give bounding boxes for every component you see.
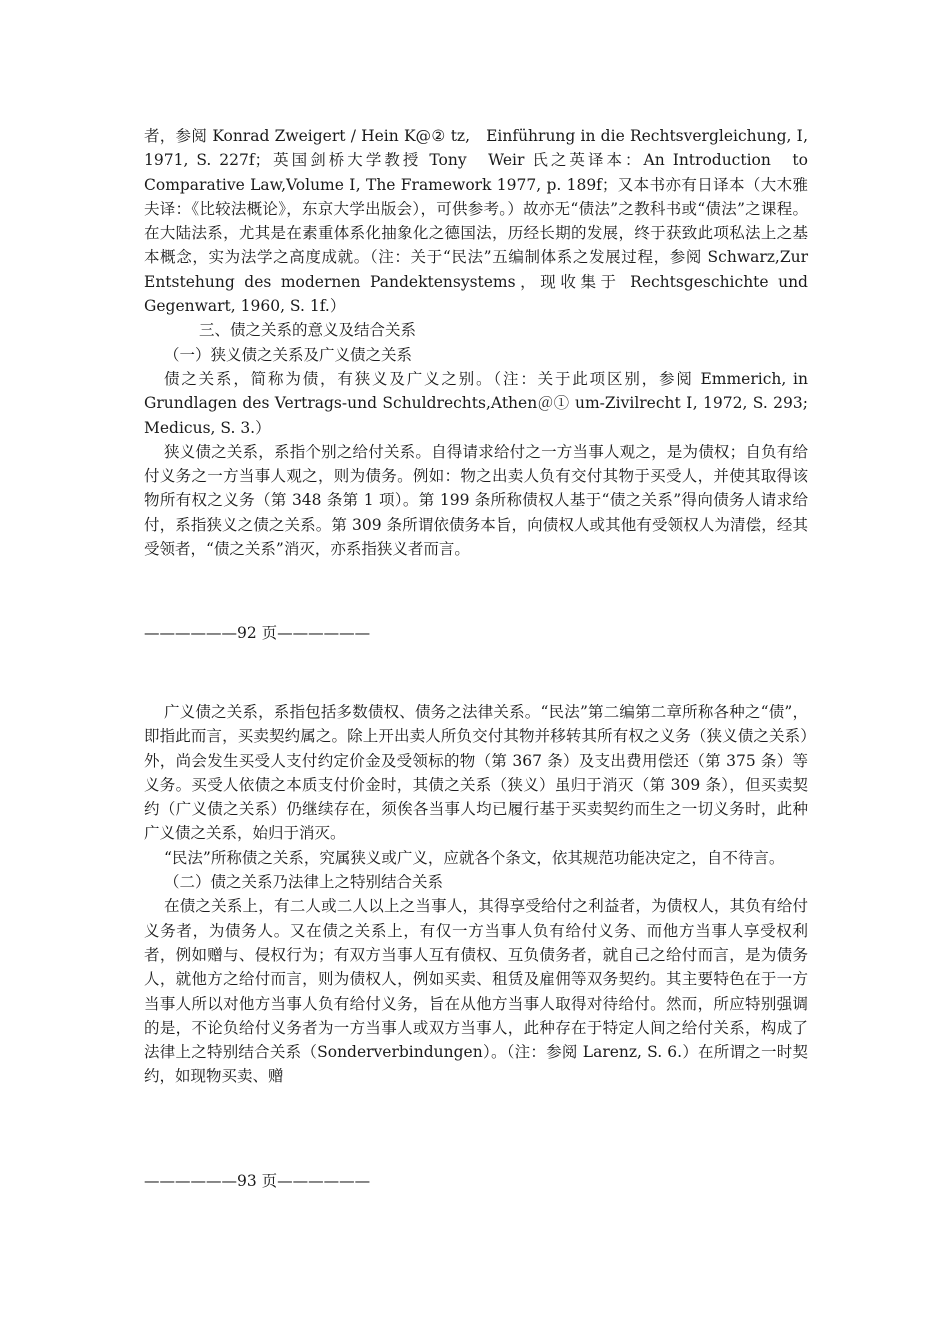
page-number-marker: ——————92 页—————— bbox=[144, 624, 371, 642]
page-92-body bbox=[144, 124, 824, 561]
page-93-body bbox=[144, 700, 808, 1089]
body-paragraph: 广义债之关系，系指包括多数债权、债务之法律关系。“民法”第二编第二章所称各种之“债”，即指此而言，买卖契约属之。除上开出卖人所负交付其物并移转其所有权之义务（狭义债之关系）外，尚会发生买受人支付约定价金及受领标的物（第 367 条）及支出费用偿还（第 375 条）等义务。买受人依债之本质支付价金时，其债之关系（狭义）虽归于消灭（第 309 条），但买卖契约（广义债之关系）仍继续存在，须俟各当事人均已履行基于买卖契约而生之一切义务时，此种广义债之关系，始归于消灭。 bbox=[144, 703, 808, 843]
continuation-paragraph: 者，参阅 Konrad Zweigert / Hein K@② tz, Einführung in die Rechtsvergleichung, Ⅰ, 1971, S. 227f；英国剑桥大学教授 Tony Weir 氏之英译本：An Introduction to Comparative Law,Volume Ⅰ, The Framework 1977, p. 189f；又本书亦有日译本（大木雅夫译：《比较法概论》，东京大学出版会），可供参考。）故亦无“债法”之教科书或“债法”之课程。在大陆法系，尤其是在素重体系化抽象化之德国法，历经长期的发展，终于获致此项私法上之基本概念，实为法学之高度成就。（注：关于“民法”五编制体系之发展过程，参阅 Schwarz,Zur Entstehung des modernen Pandektensystems，现收集于 Rechtsgeschichte und Gegenwart, 1960, S. 1f.） bbox=[144, 127, 824, 316]
subsection-heading: （一）狭义债之关系及广义债之关系 bbox=[164, 345, 413, 364]
subsection-heading: （二）债之关系乃法律上之特别结合关系 bbox=[164, 873, 444, 892]
body-paragraph: 在债之关系上，有二人或二人以上之当事人，其得享受给付之利益者，为债权人，其负有给付义务者，为债务人。又在债之关系上，有仅一方当事人负有给付义务、而他方当事人享受权利者，例如赠与、侵权行为；有双方当事人互有债权、互负债务者，就自己之给付而言，是为债务人，就他方之给付而言，则为债权人，例如买卖、租赁及雇佣等双务契约。其主要特色在于一方当事人所以对他方当事人负有给付义务，旨在从他方当事人取得对待给付。然而，所应特别强调的是，不论负给付义务者为一方当事人或双方当事人，此种存在于特定人间之给付关系，构成了法律上之特别结合关系（Sonderverbindungen）。（注：参阅 Larenz, S. 6.）在所谓之一时契约，如现物买卖、赠 bbox=[144, 897, 808, 1086]
page-number-marker: ——————93 页—————— bbox=[144, 1172, 371, 1190]
body-paragraph: 债之关系，简称为债，有狭义及广义之别。（注：关于此项区别，参阅 Emmerich, in Grundlagen des Vertrags-und Schuldrechts,Athen＠① um-Zivilrecht Ⅰ, 1972, S. 293; Medicus, S. 3.） bbox=[144, 369, 808, 437]
body-paragraph: 狭义债之关系，系指个别之给付关系。自得请求给付之一方当事人观之，是为债权；自负有给付义务之一方当事人观之，则为债务。例如：物之出卖人负有交付其物于买受人，并使其取得该物所有权之义务（第 348 条第 1 项）。第 199 条所称债权人基于“债之关系”得向债务人请求给付，系指狭义之债之关系。第 309 条所谓依债务本旨，向债权人或其他有受领权人为清偿，经其受领者，“债之关系”消灭，亦系指狭义者而言。 bbox=[144, 442, 808, 559]
section-heading: 三、债之关系的意义及结合关系 bbox=[199, 321, 417, 340]
body-paragraph: “民法”所称债之关系，究属狭义或广义，应就各个条文，依其规范功能决定之，自不待言。 bbox=[164, 848, 785, 867]
